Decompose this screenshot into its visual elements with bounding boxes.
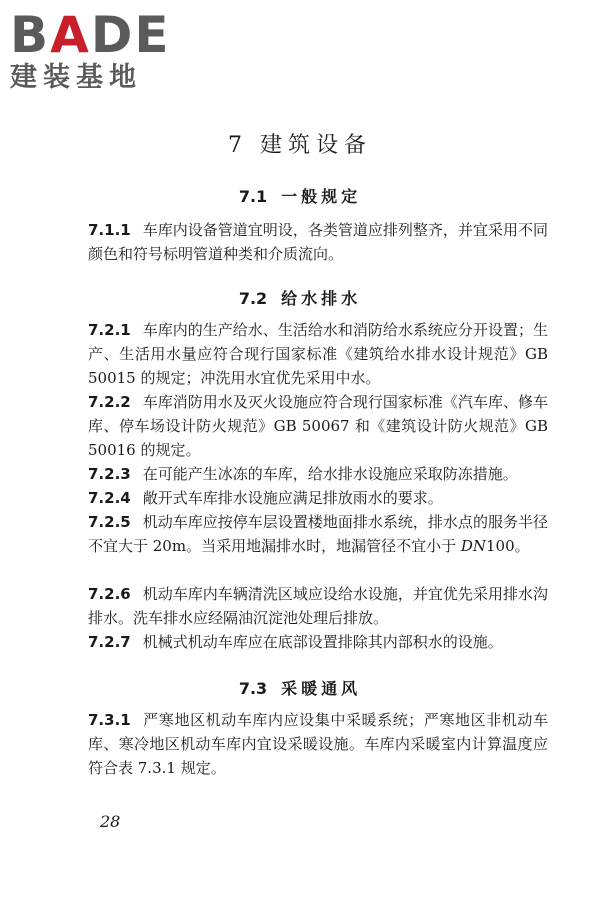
chapter-name: 建筑设备 [259, 133, 372, 158]
logo [10, 8, 180, 94]
clause-7-2-2: 7.2.2 车库消防用水及灭火设施应符合现行国家标准《汽车库、修车库、停车场设计防火规范》GB 50067 和《建筑设计防火规范》GB 50016 的规定。 [88, 393, 548, 459]
section-heading-7-2: 7.2 给水排水 [238, 289, 362, 308]
logo-wordmark: BADE [10, 6, 171, 64]
clause-7-2-1: 7.2.1 车库内的生产给水、生活给水和消防给水系统应分开设置；生产、生活用水量应符合现行国家标准《建筑给水排水设计规范》GB 50015 的规定；冲洗用水宜优先采用中水。 [88, 321, 548, 387]
clause-7-2-5: 7.2.5 机动车库应按停车层设置楼地面排水系统，排水点的服务半径不宜大于 20m。当采用地漏排水时，地漏管径不宜小于 DN100。 [88, 513, 548, 555]
section-heading-7-1: 7.1 一般规定 [238, 187, 362, 206]
clause-7-2-3: 7.2.3 在可能产生冰冻的车库，给水排水设施应采取防冻措施。 [88, 465, 518, 483]
section-heading-7-3: 7.3 采暖通风 [238, 679, 362, 698]
clause-7-2-4: 7.2.4 敞开式车库排水设施应满足排放雨水的要求。 [88, 489, 443, 507]
chapter-number: 7 [227, 133, 242, 158]
clause-7-3-1: 7.3.1 严寒地区机动车库内应设集中采暖系统；严寒地区非机动车库、寒冷地区机动车库内宜设采暖设施。车库内采暖室内计算温度应符合表 7.3.1 规定。 [88, 711, 548, 777]
logo-subtitle: 建装基地 [10, 62, 142, 93]
chapter-title [0, 128, 600, 159]
clause-7-2-7: 7.2.7 机械式机动车库应在底部设置排除其内部积水的设施。 [88, 633, 503, 651]
page-number: 28 [100, 812, 121, 831]
clause-7-1-1: 7.1.1 车库内设备管道宜明设，各类管道应排列整齐，并宜采用不同颜色和符号标明管道种类和介质流向。 [88, 221, 548, 263]
clause-7-2-6: 7.2.6 机动车库内车辆清洗区域应设给水设施，并宜优先采用排水沟排水。洗车排水应经隔油沉淀池处理后排放。 [88, 585, 548, 627]
